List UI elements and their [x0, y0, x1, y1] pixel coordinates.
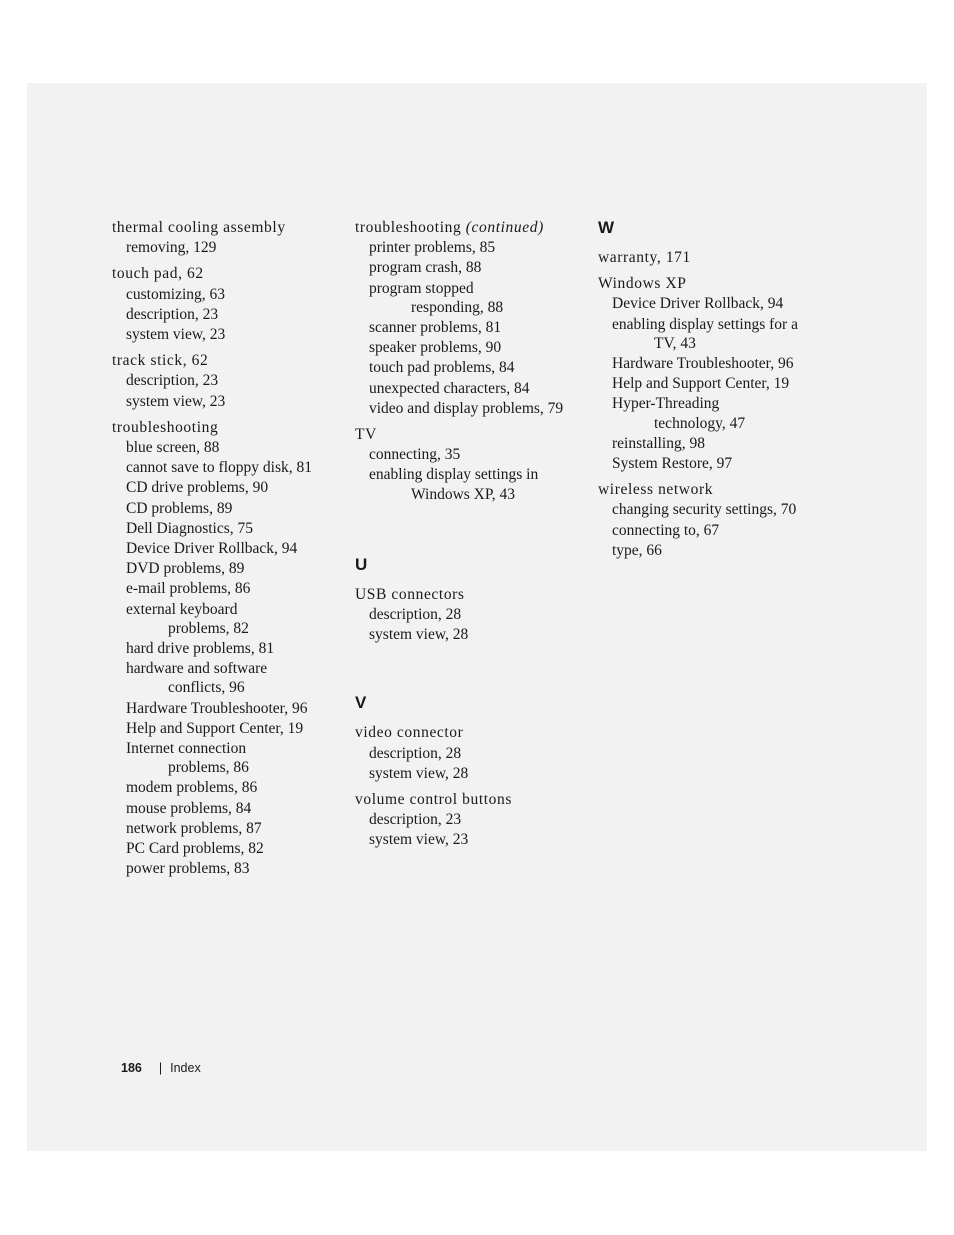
index-subentry	[355, 379, 585, 399]
subentry-text: mouse problems, 84	[126, 799, 252, 817]
index-subentry	[112, 639, 342, 659]
index-entry	[355, 790, 585, 851]
subentry-text: description, 23	[369, 811, 462, 829]
subentry-text: description, 23	[126, 305, 219, 323]
index-subentry	[355, 279, 585, 318]
subentry-text: CD drive problems, 90	[126, 479, 269, 497]
index-subentry	[355, 318, 585, 338]
subentry-text: system view, 23	[126, 326, 226, 344]
index-subentry	[598, 541, 828, 561]
index-subentry	[112, 579, 342, 599]
subentry-text: type, 66	[612, 541, 662, 559]
index-subentry	[112, 478, 342, 498]
subentry-text: Internet connection	[126, 740, 247, 758]
index-subentry	[598, 315, 828, 354]
subentry-text: Hyper-Threading	[612, 395, 720, 413]
subentry-text: video and display problems, 79	[369, 399, 564, 417]
index-subentry	[355, 258, 585, 278]
subentry-text: printer problems, 85	[369, 239, 496, 257]
index-subentry	[112, 305, 342, 325]
index-main-term: TV	[355, 426, 377, 444]
section-letter-u: U	[355, 554, 368, 574]
index-entry	[112, 418, 342, 880]
subentry-continuation: problems, 86	[168, 759, 249, 777]
index-subentry	[355, 338, 585, 358]
subentry-text: Dell Diagnostics, 75	[126, 519, 253, 537]
subentry-text: removing, 129	[126, 239, 217, 257]
index-subentry	[355, 465, 585, 504]
index-column-3	[598, 218, 828, 567]
subentry-continuation: TV, 43	[654, 334, 696, 352]
subentry-text: modem problems, 86	[126, 779, 258, 797]
index-subentry	[598, 454, 828, 474]
subentry-text: speaker problems, 90	[369, 339, 502, 357]
subentry-text: description, 28	[369, 744, 462, 762]
subentry-text: unexpected characters, 84	[369, 379, 530, 397]
index-subentry	[355, 764, 585, 784]
index-subentry	[112, 238, 342, 258]
index-subentry	[112, 285, 342, 305]
subentry-text: network problems, 87	[126, 819, 262, 837]
index-subentry	[112, 600, 342, 639]
subentry-text: system view, 28	[369, 764, 469, 782]
index-subentry	[112, 839, 342, 859]
subentry-text: cannot save to floppy disk, 81	[126, 459, 312, 477]
index-subentry	[598, 521, 828, 541]
subentry-text: Device Driver Rollback, 94	[126, 540, 298, 558]
subentry-continuation: Windows XP, 43	[411, 485, 516, 503]
index-subentry	[112, 458, 342, 478]
index-main-term: troubleshooting (continued)	[355, 219, 544, 236]
index-subentry	[598, 294, 828, 314]
index-entry	[355, 585, 585, 646]
subentry-text: Device Driver Rollback, 94	[612, 295, 784, 313]
subentry-continuation: responding, 88	[411, 298, 504, 316]
index-main-term: thermal cooling assembly	[112, 219, 286, 236]
index-subentry	[112, 859, 342, 879]
index-subentry	[355, 238, 585, 258]
index-subentry	[112, 499, 342, 519]
index-main-term: track stick, 62	[112, 352, 209, 370]
index-main-term: troubleshooting	[112, 418, 219, 436]
index-subentry	[112, 519, 342, 539]
index-entry	[355, 218, 585, 419]
subentry-text: Hardware Troubleshooter, 96	[612, 355, 794, 373]
subentry-text: PC Card problems, 82	[126, 840, 264, 858]
index-entry	[598, 274, 828, 474]
subentry-text: blue screen, 88	[126, 439, 220, 457]
index-subentry	[355, 399, 585, 419]
index-subentry	[355, 605, 585, 625]
index-subentry	[112, 819, 342, 839]
subentry-text: DVD problems, 89	[126, 560, 245, 578]
index-subentry	[112, 778, 342, 798]
subentry-text: System Restore, 97	[612, 455, 733, 473]
index-subentry	[112, 438, 342, 458]
index-entry	[112, 218, 342, 258]
index-subentry	[112, 739, 342, 778]
index-subentry	[598, 374, 828, 394]
footer-section: Index	[170, 1061, 201, 1075]
index-entry	[598, 248, 828, 268]
subentry-text: Help and Support Center, 19	[126, 719, 304, 737]
subentry-text: system view, 23	[126, 392, 226, 410]
index-main-term: wireless network	[598, 481, 714, 499]
index-entry	[355, 723, 585, 784]
continued-label: (continued)	[465, 219, 544, 236]
index-main-term: Windows XP	[598, 275, 687, 293]
index-subentry	[112, 392, 342, 412]
index-main-term: touch pad, 62	[112, 265, 204, 283]
index-subentry	[112, 659, 342, 698]
index-subentry	[112, 559, 342, 579]
subentry-text: Hardware Troubleshooter, 96	[126, 699, 308, 717]
index-subentry	[355, 810, 585, 830]
index-entry	[598, 480, 828, 561]
subentry-text: system view, 28	[369, 626, 469, 644]
subentry-text: Help and Support Center, 19	[612, 375, 790, 393]
subentry-text: enabling display settings for a	[612, 315, 798, 333]
page-footer	[121, 1061, 201, 1075]
subentry-text: reinstalling, 98	[612, 434, 705, 452]
subentry-text: program stopped	[369, 279, 474, 297]
index-column-1	[112, 218, 342, 886]
index-subentry	[598, 500, 828, 520]
subentry-text: connecting, 35	[369, 446, 461, 464]
subentry-text: system view, 23	[369, 831, 469, 849]
subentry-continuation: technology, 47	[654, 414, 746, 432]
subentry-text: scanner problems, 81	[369, 319, 502, 337]
index-main-term: warranty, 171	[598, 249, 691, 266]
section-letter-w: W	[598, 218, 615, 237]
index-entry	[112, 264, 342, 345]
index-subentry	[112, 799, 342, 819]
footer-separator: |	[158, 1061, 163, 1075]
index-subentry	[112, 699, 342, 719]
index-main-term: video connector	[355, 724, 464, 742]
section-letter-v: V	[355, 693, 367, 713]
index-subentry	[598, 434, 828, 454]
index-subentry	[355, 625, 585, 645]
subentry-text: description, 28	[369, 606, 462, 624]
index-main-term: volume control buttons	[355, 791, 512, 809]
subentry-text: hardware and software	[126, 660, 268, 678]
page-number: 186	[121, 1061, 142, 1075]
subentry-text: touch pad problems, 84	[369, 359, 515, 377]
subentry-text: program crash, 88	[369, 259, 482, 277]
index-subentry	[112, 719, 342, 739]
index-subentry	[598, 394, 828, 433]
index-subentry	[355, 358, 585, 378]
index-subentry	[598, 354, 828, 374]
subentry-text: connecting to, 67	[612, 521, 720, 539]
subentry-text: power problems, 83	[126, 860, 250, 878]
index-subentry	[112, 539, 342, 559]
subentry-text: description, 23	[126, 372, 219, 390]
index-subentry	[355, 445, 585, 465]
subentry-continuation: conflicts, 96	[168, 679, 245, 697]
subentry-text: external keyboard	[126, 600, 238, 618]
index-subentry	[112, 371, 342, 391]
index-subentry	[355, 744, 585, 764]
index-column-2	[355, 218, 585, 857]
index-subentry	[112, 325, 342, 345]
index-entry	[355, 425, 585, 505]
subentry-text: e-mail problems, 86	[126, 580, 251, 598]
subentry-continuation: problems, 82	[168, 619, 249, 637]
subentry-text: customizing, 63	[126, 285, 226, 303]
index-subentry	[355, 830, 585, 850]
subentry-text: hard drive problems, 81	[126, 640, 275, 658]
subentry-text: changing security settings, 70	[612, 501, 797, 519]
subentry-text: CD problems, 89	[126, 499, 233, 517]
index-main-term: USB connectors	[355, 585, 465, 603]
index-entry	[112, 351, 342, 412]
subentry-text: enabling display settings in	[369, 466, 539, 484]
